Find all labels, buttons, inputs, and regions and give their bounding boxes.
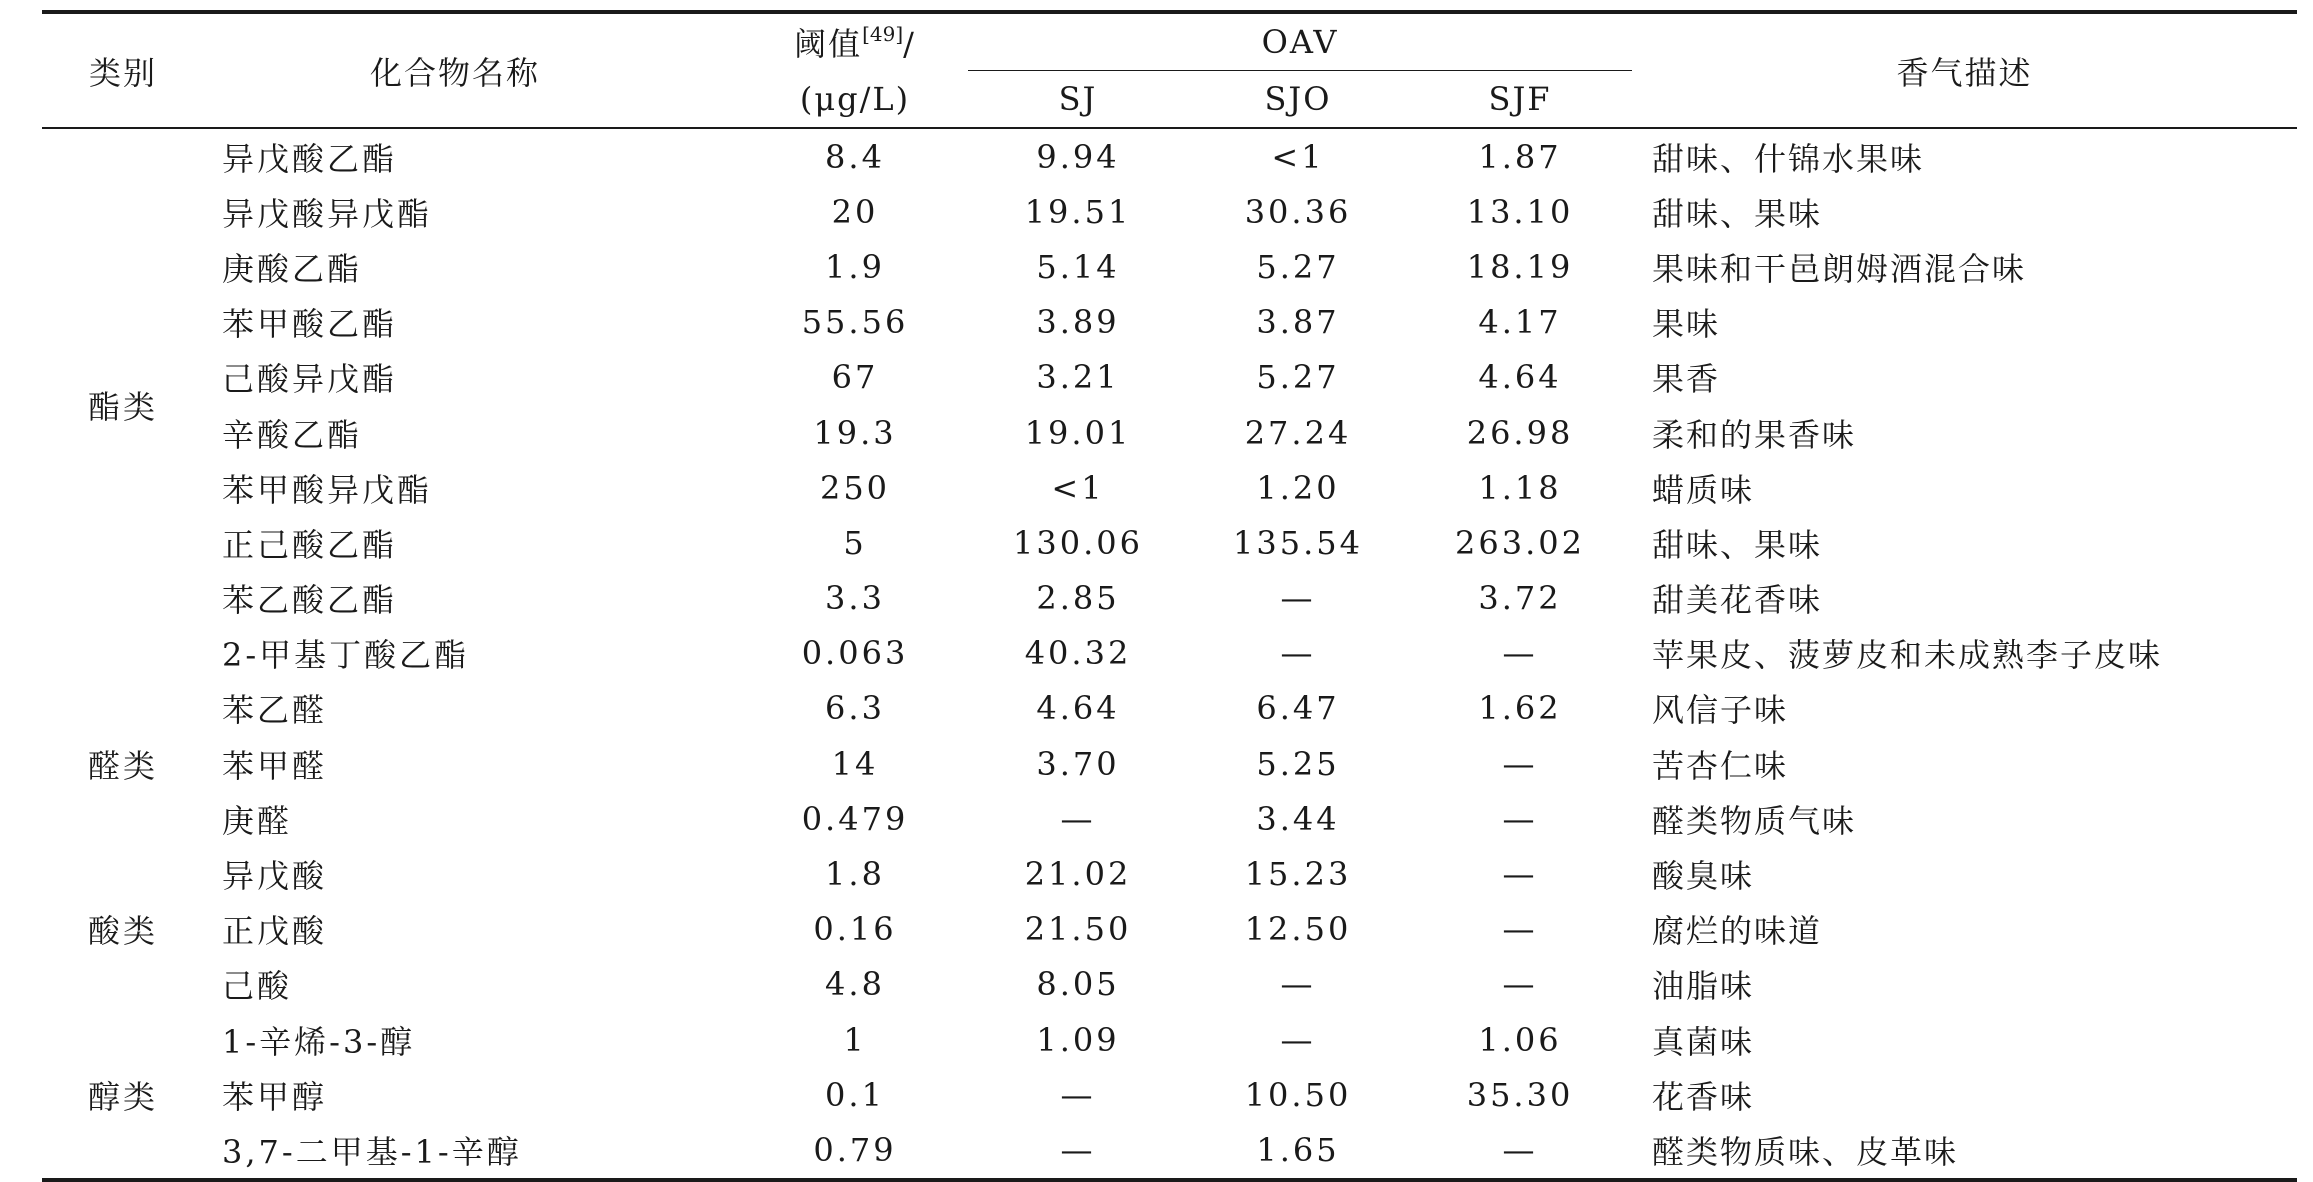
table-row bbox=[42, 791, 2297, 846]
oav-sjo-cell: 1.20 bbox=[1256, 468, 1340, 507]
threshold-cell: 0.1 bbox=[825, 1075, 885, 1114]
compound-name-cell: 异戊酸 bbox=[222, 857, 328, 896]
aroma-description-cell: 柔和的果香味 bbox=[1652, 415, 1857, 454]
oav-sjo-cell: — bbox=[1280, 634, 1316, 673]
compound-name-cell: 庚醛 bbox=[222, 801, 293, 840]
compound-name-cell: 正戊酸 bbox=[222, 912, 328, 951]
aroma-description-cell: 甜美花香味 bbox=[1652, 581, 1823, 620]
oav-sj-cell: 9.94 bbox=[1036, 137, 1120, 176]
oav-sjo-cell: 10.50 bbox=[1244, 1075, 1352, 1114]
oav-sj-cell: 21.02 bbox=[1024, 855, 1132, 894]
category-cell: 酯类 bbox=[87, 387, 158, 426]
compound-name-cell: 正己酸乙酯 bbox=[222, 525, 398, 564]
threshold-cell: 1.9 bbox=[825, 247, 885, 286]
oav-sjo-cell: 3.87 bbox=[1256, 303, 1340, 342]
oav-sjf-cell: 3.72 bbox=[1478, 579, 1562, 618]
compound-name-cell: 苯乙醛 bbox=[222, 691, 328, 730]
compound-name-cell: 庚酸乙酯 bbox=[222, 249, 363, 288]
aroma-description-cell: 油脂味 bbox=[1652, 967, 1755, 1006]
oav-sj-cell: 5.14 bbox=[1036, 247, 1120, 286]
oav-sj-cell: — bbox=[1060, 1075, 1096, 1114]
threshold-cell: 1.8 bbox=[825, 855, 885, 894]
threshold-cell: 14 bbox=[831, 744, 879, 783]
aroma-description-cell: 果味 bbox=[1652, 305, 1721, 344]
oav-sj-cell: — bbox=[1060, 799, 1096, 838]
oav-sjo-cell: 5.25 bbox=[1256, 744, 1340, 783]
oav-sjf-cell: — bbox=[1502, 965, 1538, 1004]
threshold-cell: 20 bbox=[831, 192, 879, 231]
compound-name-cell: 己酸异戊酯 bbox=[222, 360, 398, 399]
oav-sjf-cell: — bbox=[1502, 910, 1538, 949]
compound-name-cell: 1-辛烯-3-醇 bbox=[222, 1022, 416, 1061]
oav-sjf-cell: — bbox=[1502, 1130, 1538, 1169]
table-row bbox=[42, 184, 2297, 239]
header-sj: SJ bbox=[1058, 80, 1098, 118]
oav-sj-cell: 130.06 bbox=[1013, 523, 1143, 562]
oav-sj-cell: 3.89 bbox=[1036, 303, 1120, 342]
aroma-description-cell: 醛类物质气味 bbox=[1652, 801, 1857, 840]
oav-sjf-cell: 4.64 bbox=[1478, 358, 1562, 397]
aroma-description-cell: 果味和干邑朗姆酒混合味 bbox=[1652, 249, 2027, 288]
oav-sjf-cell: 1.87 bbox=[1478, 137, 1562, 176]
oav-sjf-cell: — bbox=[1502, 855, 1538, 894]
threshold-cell: 0.479 bbox=[801, 799, 909, 838]
oav-sjf-cell: — bbox=[1502, 744, 1538, 783]
aroma-description-cell: 甜味、果味 bbox=[1652, 525, 1823, 564]
oav-sjo-cell: 30.36 bbox=[1244, 192, 1352, 231]
oav-sj-cell: 8.05 bbox=[1036, 965, 1120, 1004]
threshold-cell: 4.8 bbox=[825, 965, 885, 1004]
table-row bbox=[42, 736, 2297, 791]
threshold-cell: 1 bbox=[843, 1020, 867, 1059]
oav-sjo-cell: 5.27 bbox=[1256, 358, 1340, 397]
threshold-cell: 250 bbox=[819, 468, 891, 507]
oav-sjf-cell: — bbox=[1502, 799, 1538, 838]
oav-sj-cell: 40.32 bbox=[1024, 634, 1132, 673]
oav-sj-cell: <1 bbox=[1051, 468, 1105, 507]
oav-sjf-cell: 18.19 bbox=[1466, 247, 1574, 286]
threshold-cell: 0.16 bbox=[813, 910, 897, 949]
compound-name-cell: 3,7-二甲基-1-辛醇 bbox=[222, 1132, 522, 1171]
oav-sjf-cell: 26.98 bbox=[1466, 413, 1574, 452]
oav-table bbox=[42, 10, 2297, 1182]
aroma-description-cell: 花香味 bbox=[1652, 1077, 1755, 1116]
category-cell: 酸类 bbox=[87, 912, 158, 951]
oav-sjo-cell: — bbox=[1280, 1020, 1316, 1059]
oav-sjo-cell: 135.54 bbox=[1233, 523, 1363, 562]
table-row bbox=[42, 1012, 2297, 1067]
table-row bbox=[42, 350, 2297, 405]
table-row bbox=[42, 295, 2297, 350]
aroma-description-cell: 真菌味 bbox=[1652, 1022, 1755, 1061]
compound-name-cell: 苯乙酸乙酯 bbox=[222, 581, 398, 620]
table-row bbox=[42, 239, 2297, 294]
oav-sjf-cell: — bbox=[1502, 634, 1538, 673]
table-header bbox=[42, 12, 2297, 128]
aroma-description-cell: 甜味、什锦水果味 bbox=[1652, 139, 1925, 178]
oav-sj-cell: 21.50 bbox=[1024, 910, 1132, 949]
table-row bbox=[42, 681, 2297, 736]
header-threshold-ref: [49] bbox=[862, 22, 904, 47]
threshold-cell: 8.4 bbox=[825, 137, 885, 176]
table-row bbox=[42, 571, 2297, 626]
table-row bbox=[42, 128, 2297, 184]
compound-name-cell: 苯甲醛 bbox=[222, 746, 328, 785]
table-row bbox=[42, 1067, 2297, 1122]
oav-sj-cell: 19.51 bbox=[1024, 192, 1132, 231]
aroma-description-cell: 醛类物质味、皮革味 bbox=[1652, 1132, 1959, 1171]
header-threshold-label: 阈值 bbox=[794, 25, 863, 64]
oav-sjo-cell: — bbox=[1280, 579, 1316, 618]
aroma-description-cell: 苹果皮、菠萝皮和未成熟李子皮味 bbox=[1652, 636, 2163, 675]
oav-sjo-cell: 12.50 bbox=[1244, 910, 1352, 949]
oav-sj-cell: 1.09 bbox=[1036, 1020, 1120, 1059]
compound-name-cell: 辛酸乙酯 bbox=[222, 415, 363, 454]
oav-sjo-cell: 15.23 bbox=[1244, 855, 1352, 894]
compound-name-cell: 2-甲基丁酸乙酯 bbox=[222, 636, 470, 675]
oav-sjf-cell: 1.18 bbox=[1478, 468, 1562, 507]
oav-sj-cell: 4.64 bbox=[1036, 689, 1120, 728]
header-category: 类别 bbox=[88, 53, 157, 92]
threshold-cell: 5 bbox=[843, 523, 867, 562]
header-aroma: 香气描述 bbox=[1896, 53, 2033, 92]
table-row bbox=[42, 957, 2297, 1012]
header-threshold-unit: (μg/L) bbox=[799, 79, 911, 118]
threshold-cell: 0.063 bbox=[801, 634, 909, 673]
threshold-cell: 19.3 bbox=[813, 413, 897, 452]
compound-name-cell: 苯甲醇 bbox=[222, 1077, 328, 1116]
compound-name-cell: 苯甲酸异戊酯 bbox=[222, 470, 433, 509]
table-body bbox=[42, 128, 2297, 1180]
oav-sjo-cell: 3.44 bbox=[1256, 799, 1340, 838]
compound-name-cell: 苯甲酸乙酯 bbox=[222, 305, 398, 344]
oav-sj-cell: 3.21 bbox=[1036, 358, 1120, 397]
aroma-description-cell: 苦杏仁味 bbox=[1652, 746, 1789, 785]
oav-sj-cell: 3.70 bbox=[1036, 744, 1120, 783]
threshold-cell: 3.3 bbox=[825, 579, 885, 618]
oav-sjf-cell: 1.62 bbox=[1478, 689, 1562, 728]
oav-sj-cell: 2.85 bbox=[1036, 579, 1120, 618]
table-row bbox=[42, 1122, 2297, 1179]
aroma-description-cell: 果香 bbox=[1652, 360, 1721, 399]
table-row bbox=[42, 460, 2297, 515]
header-threshold-slash: / bbox=[903, 25, 916, 64]
header-sjf: SJF bbox=[1488, 80, 1552, 118]
threshold-cell: 67 bbox=[831, 358, 879, 397]
compound-name-cell: 异戊酸乙酯 bbox=[222, 139, 398, 178]
aroma-description-cell: 蜡质味 bbox=[1652, 470, 1755, 509]
category-cell: 醇类 bbox=[87, 1077, 158, 1116]
oav-sjo-cell: 6.47 bbox=[1256, 689, 1340, 728]
oav-sjo-cell: 5.27 bbox=[1256, 247, 1340, 286]
oav-sjo-cell: 1.65 bbox=[1256, 1130, 1340, 1169]
oav-sj-cell: — bbox=[1060, 1130, 1096, 1169]
threshold-cell: 0.79 bbox=[813, 1130, 897, 1169]
table-row bbox=[42, 405, 2297, 460]
oav-sj-cell: 19.01 bbox=[1024, 413, 1132, 452]
oav-sjf-cell: 35.30 bbox=[1466, 1075, 1574, 1114]
header-row-1 bbox=[42, 12, 2297, 71]
oav-sjo-cell: — bbox=[1280, 965, 1316, 1004]
compound-name-cell: 己酸 bbox=[222, 967, 293, 1006]
aroma-description-cell: 腐烂的味道 bbox=[1652, 912, 1823, 951]
header-oav: OAV bbox=[968, 12, 1632, 71]
oav-sjo-cell: 27.24 bbox=[1244, 413, 1352, 452]
threshold-cell: 6.3 bbox=[825, 689, 885, 728]
header-threshold bbox=[742, 12, 968, 71]
aroma-description-cell: 风信子味 bbox=[1652, 691, 1789, 730]
aroma-description-cell: 酸臭味 bbox=[1652, 857, 1755, 896]
oav-sjf-cell: 1.06 bbox=[1478, 1020, 1562, 1059]
aroma-description-cell: 甜味、果味 bbox=[1652, 194, 1823, 233]
header-compound: 化合物名称 bbox=[370, 53, 541, 92]
oav-sjf-cell: 13.10 bbox=[1466, 192, 1574, 231]
table-row bbox=[42, 902, 2297, 957]
oav-sjf-cell: 4.17 bbox=[1478, 303, 1562, 342]
compound-name-cell: 异戊酸异戊酯 bbox=[222, 194, 433, 233]
category-cell: 醛类 bbox=[87, 746, 158, 785]
table-row bbox=[42, 846, 2297, 901]
table-row bbox=[42, 626, 2297, 681]
oav-sjo-cell: <1 bbox=[1271, 137, 1325, 176]
header-sjo: SJO bbox=[1264, 80, 1332, 118]
oav-table-container bbox=[42, 10, 2297, 1182]
threshold-cell: 55.56 bbox=[801, 303, 909, 342]
table-row bbox=[42, 515, 2297, 570]
oav-sjf-cell: 263.02 bbox=[1455, 523, 1585, 562]
